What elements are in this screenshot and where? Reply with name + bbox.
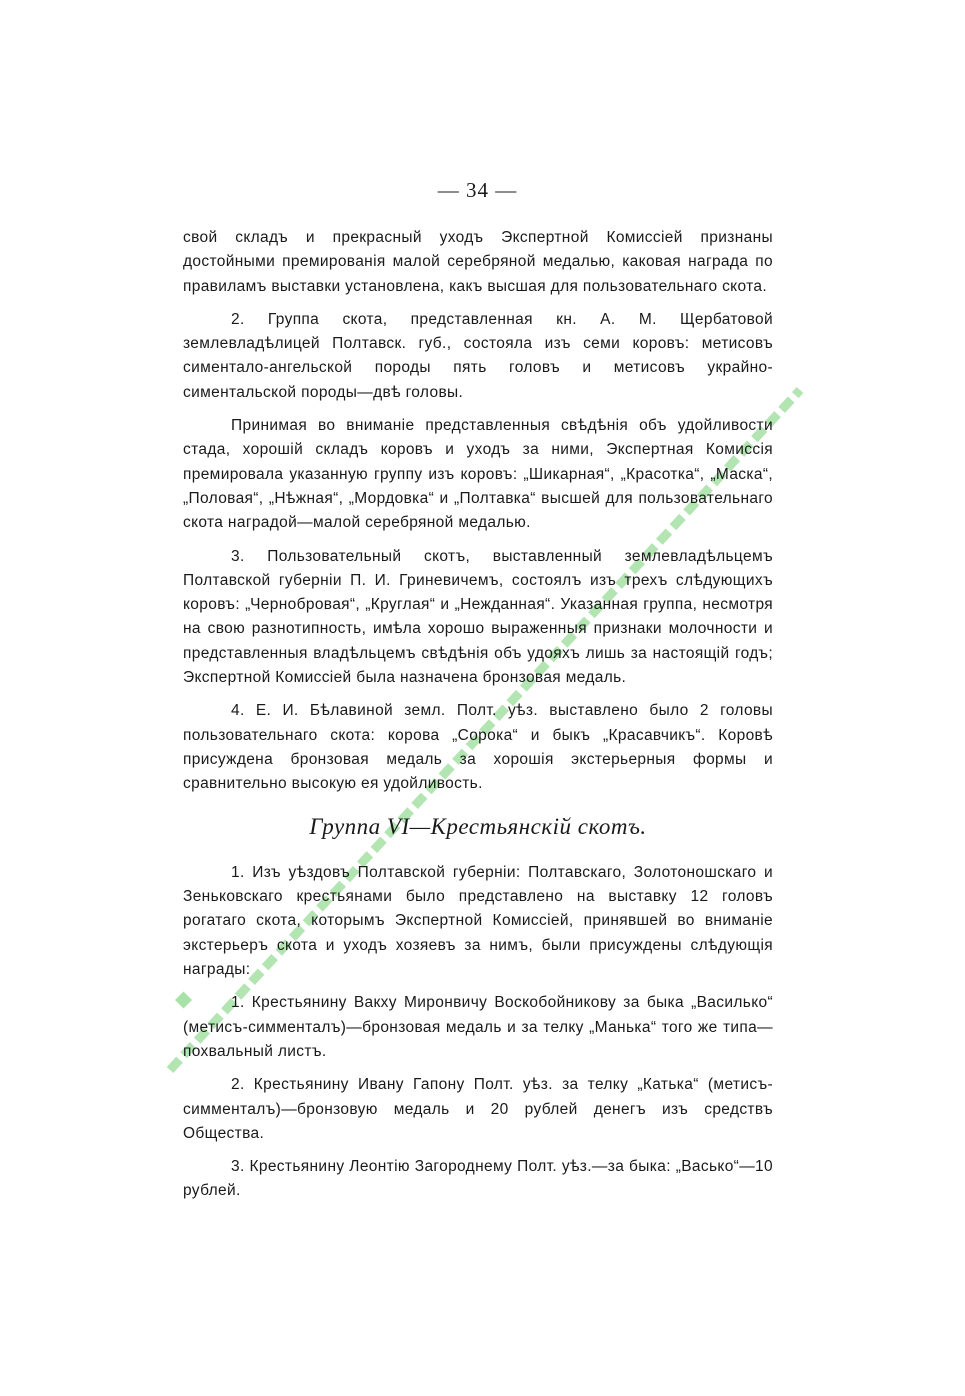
section-paragraph-2: 1. Крестьянину Вакху Миронвичу Воскобойникову за быка „Василько“ (метисъ-симменталъ)—бронзовая медаль и за телку „Манька“ того же типа—похвальный листъ.: [183, 994, 773, 1060]
paragraph-3: Принимая во вниманіе представленныя свѣдѣнія объ удойливости стада, хорошій складъ коровъ и уходъ за ними, Экспертная Комиссія премировала указанную группу изъ коровъ: „Шикарная“, „Красотка“, „Маска“, „Половая“, „Нѣжная“, „Мордовка“ и „Полтавка“ высшей для пользовательнаго скота наградой—малой серебряной медалью.: [183, 417, 773, 532]
section-paragraph-1: 1. Изъ уѣздовъ Полтавской губерніи: Полтавскаго, Золотоношскаго и Зеньковскаго крестьянами было представлено на выставку 12 головъ рогатаго скота, которымъ Экспертной Комиссіей, принявшей во вниманіе экстерьеръ скота и уходъ хозяевъ за нимъ, были присуждены слѣдующія награды:: [183, 863, 773, 979]
section-heading: Группа VI—Крестьянскій скотъ.: [309, 813, 647, 839]
paragraph-4: 3. Пользовательный скотъ, выставленный землевладѣльцемъ Полтавской губерніи П. И. Гриневичемъ, состоялъ изъ трехъ слѣдующихъ коровъ: „Чернобровая“, „Круглая“ и „Нежданная“. Указанная группа, несмотря на свою разнотипность, имѣла хорошо выраженныя признаки молочности и представленныя владѣльцемъ свѣдѣнія объ удояхъ лишь за настоящій годъ; Экспертной Комиссіей была назначена бронзовая медаль.: [183, 547, 773, 687]
section-paragraph-4: 3. Крестьянину Леонтію Загороднему Полт. уѣз.—за быка: „Васько“—10 рублей.: [183, 1158, 773, 1200]
paragraph-5: 4. Е. И. Бѣлавиной земл. Полт. уѣз. выставлено было 2 головы пользовательнаго скота: корова „Сорока“ и быкъ „Красавчикъ“. Коровѣ присуждена бронзовая медаль за хорошія экстерьерныя формы и сравнительно высокую ея удойливость.: [183, 702, 773, 793]
document-body: [183, 226, 773, 1213]
paragraph-1: свой складъ и прекрасный уходъ Экспертной Комиссіей признаны достойными премированія малой серебряной медалью, каковая награда по правиламъ выставки установлена, какъ высшая для пользовательнаго скота.: [183, 229, 773, 295]
paragraph-2: 2. Группа скота, представленная кн. А. М. Щербатовой землевладѣлицей Полтавск. губ., состояла изъ семи коровъ: метисовъ сименталo-ангельской породы пять головъ и метисовъ украйно-симентальской породы—двѣ головы.: [183, 310, 773, 401]
section-paragraph-3: 2. Крестьянину Ивану Гапону Полт. уѣз. за телку „Катька“ (метисъ-симменталъ)—бронзовую медаль и 20 рублей денегъ изъ средствъ Общества.: [183, 1076, 773, 1142]
page-number: — 34 —: [437, 178, 518, 202]
